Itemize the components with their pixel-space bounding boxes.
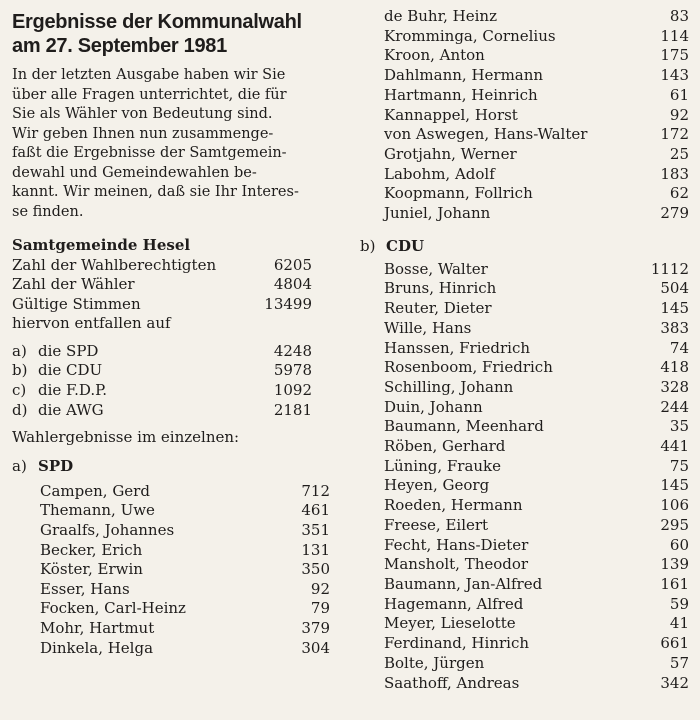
intro-line: kannt. Wir meinen, daß sie Ihr Interes- xyxy=(12,184,299,200)
candidate-row xyxy=(360,184,689,204)
candidate-row xyxy=(360,260,689,280)
party-total-row xyxy=(12,381,312,401)
candidate-votes: 61 xyxy=(669,85,689,104)
candidate-name: Duin, Johann xyxy=(384,397,483,416)
party-name: die CDU xyxy=(38,361,103,380)
candidate-votes: 92 xyxy=(310,579,330,598)
candidate-votes: 183 xyxy=(660,164,689,183)
stat-value: 13499 xyxy=(264,294,312,313)
candidate-votes: 145 xyxy=(660,299,689,318)
candidate-name: Baumann, Meenhard xyxy=(384,417,544,436)
intro-line: faßt die Ergebnisse der Samtgemein- xyxy=(12,145,287,161)
candidate-votes: 175 xyxy=(660,46,689,65)
candidate-name: Dahlmann, Hermann xyxy=(384,66,544,85)
party-total-row xyxy=(12,401,312,421)
party-letter: a) xyxy=(12,341,27,360)
party-total-value: 5978 xyxy=(273,361,312,380)
candidate-name: Ferdinand, Hinrich xyxy=(384,634,530,653)
candidate-row xyxy=(360,575,689,595)
candidate-votes: 350 xyxy=(301,560,330,579)
candidate-votes: 60 xyxy=(669,535,689,554)
candidate-votes: 295 xyxy=(660,515,689,534)
candidate-name: Esser, Hans xyxy=(40,579,130,598)
hiervon-text: hiervon entfallen auf xyxy=(12,314,171,333)
candidate-votes: 1112 xyxy=(650,259,689,278)
candidate-row xyxy=(360,358,689,378)
right-column xyxy=(360,0,695,693)
candidate-votes: 379 xyxy=(301,619,330,637)
spd-letter: a) xyxy=(12,456,27,475)
candidate-votes: 57 xyxy=(669,653,689,672)
candidate-votes: 441 xyxy=(660,437,689,456)
candidate-row xyxy=(360,279,689,299)
candidate-row xyxy=(360,417,689,437)
candidate-row xyxy=(360,106,689,126)
candidate-name: Köster, Erwin xyxy=(40,560,143,579)
cdu-name: CDU xyxy=(386,236,425,255)
candidate-row xyxy=(12,580,330,600)
candidate-name: Focken, Carl-Heinz xyxy=(40,599,186,618)
candidate-votes: 418 xyxy=(660,358,689,377)
stats-block xyxy=(12,256,342,334)
samtgemeinde-title: Samtgemeinde Hesel xyxy=(12,236,191,254)
intro-paragraph xyxy=(12,66,330,222)
spd-candidate-list-part1 xyxy=(12,482,342,658)
candidate-name: Bosse, Walter xyxy=(384,259,488,278)
candidate-votes: 79 xyxy=(310,599,330,618)
candidate-row xyxy=(360,536,689,556)
candidate-row xyxy=(360,27,689,47)
candidate-row xyxy=(360,299,689,319)
candidate-name: Dinkela, Helga xyxy=(40,638,154,657)
candidate-name: Hagemann, Alfred xyxy=(384,594,524,613)
candidate-votes: 383 xyxy=(660,318,689,337)
article-headline xyxy=(12,10,342,58)
party-name: die SPD xyxy=(38,341,99,360)
candidate-row xyxy=(360,437,689,457)
candidate-row xyxy=(12,639,330,659)
candidate-row xyxy=(360,378,689,398)
party-name: die F.D.P. xyxy=(38,381,107,400)
candidate-row xyxy=(360,125,689,145)
headline-line-2: am 27. September 1981 xyxy=(12,35,227,57)
candidate-row xyxy=(360,319,689,339)
candidate-votes: 139 xyxy=(660,555,689,574)
stat-row xyxy=(12,275,312,295)
candidate-row xyxy=(360,496,689,516)
candidate-name: Campen, Gerd xyxy=(40,481,150,500)
candidate-votes: 304 xyxy=(301,638,330,657)
stat-label: Gültige Stimmen xyxy=(12,294,141,313)
candidate-row xyxy=(12,599,330,619)
party-total-value: 2181 xyxy=(273,400,312,419)
intro-line: In der letzten Ausgabe haben wir Sie xyxy=(12,67,286,83)
party-total-value: 4248 xyxy=(273,341,312,360)
candidate-name: Mohr, Hartmut xyxy=(40,619,155,637)
candidate-votes: 106 xyxy=(660,496,689,515)
candidate-name: Kannappel, Horst xyxy=(384,105,518,124)
candidate-votes: 83 xyxy=(669,7,689,25)
spd-name: SPD xyxy=(38,456,74,475)
party-name: die AWG xyxy=(38,400,104,419)
candidate-name: Saathoff, Andreas xyxy=(384,673,520,692)
candidate-row xyxy=(12,541,330,561)
candidate-row xyxy=(12,560,330,580)
candidate-name: Freese, Eilert xyxy=(384,515,489,534)
cdu-candidate-list xyxy=(360,260,695,693)
candidate-name: Heyen, Georg xyxy=(384,476,490,495)
candidate-name: Kromminga, Cornelius xyxy=(384,26,556,45)
candidate-votes: 131 xyxy=(301,540,330,559)
party-total-row xyxy=(12,342,312,362)
candidate-name: Labohm, Adolf xyxy=(384,164,495,183)
candidate-name: Hanssen, Friedrich xyxy=(384,338,531,357)
candidate-row xyxy=(360,339,689,359)
candidate-name: Fecht, Hans-Dieter xyxy=(384,535,529,554)
candidate-votes: 244 xyxy=(660,397,689,416)
candidate-votes: 74 xyxy=(669,338,689,357)
candidate-name: Juniel, Johann xyxy=(384,204,491,223)
candidate-name: Grotjahn, Werner xyxy=(384,144,517,163)
intro-line: über alle Fragen unterrichtet, die für xyxy=(12,86,287,103)
candidate-row xyxy=(360,654,689,674)
einzel-heading: Wahlergebnisse im einzelnen: xyxy=(12,428,240,447)
candidate-votes: 172 xyxy=(660,125,689,144)
candidate-votes: 114 xyxy=(660,26,689,45)
candidate-votes: 145 xyxy=(660,476,689,495)
candidate-row xyxy=(360,66,689,86)
headline-line-1: Ergebnisse der Kommunalwahl xyxy=(12,11,302,33)
candidate-row xyxy=(360,674,689,694)
candidate-name: Meyer, Lieselotte xyxy=(384,614,516,633)
candidate-name: Reuter, Dieter xyxy=(384,299,492,318)
intro-line: Sie als Wähler von Bedeutung sind. xyxy=(12,106,273,122)
candidate-name: Graalfs, Johannes xyxy=(40,521,175,540)
candidate-votes: 342 xyxy=(660,673,689,692)
candidate-row xyxy=(360,457,689,477)
candidate-name: Kroon, Anton xyxy=(384,46,485,65)
stat-row xyxy=(12,256,312,276)
candidate-votes: 92 xyxy=(669,105,689,124)
candidate-name: Becker, Erich xyxy=(40,540,143,559)
candidate-votes: 41 xyxy=(669,614,689,633)
candidate-name: de Buhr, Heinz xyxy=(384,7,497,25)
candidate-row xyxy=(360,634,689,654)
candidate-votes: 59 xyxy=(669,594,689,613)
intro-line: se finden. xyxy=(12,203,84,220)
candidate-name: Lüning, Frauke xyxy=(384,456,502,475)
candidate-name: Hartmann, Heinrich xyxy=(384,85,538,104)
candidate-votes: 351 xyxy=(301,521,330,540)
candidate-votes: 161 xyxy=(660,574,689,593)
party-total-row xyxy=(12,361,312,381)
candidate-row xyxy=(360,614,689,634)
stat-value: 4804 xyxy=(273,275,312,294)
party-total-value: 1092 xyxy=(273,381,312,400)
candidate-votes: 25 xyxy=(669,144,689,163)
candidate-name: Rosenboom, Friedrich xyxy=(384,358,553,377)
party-letter: d) xyxy=(12,400,28,419)
candidate-name: Wille, Hans xyxy=(384,318,472,337)
candidate-votes: 504 xyxy=(660,279,689,298)
candidate-votes: 35 xyxy=(669,417,689,436)
candidate-row xyxy=(360,46,689,66)
candidate-votes: 279 xyxy=(660,204,689,223)
stat-row xyxy=(12,295,312,315)
candidate-row xyxy=(12,619,330,639)
candidate-row xyxy=(12,521,330,541)
candidate-votes: 661 xyxy=(660,634,689,653)
candidate-votes: 712 xyxy=(301,481,330,500)
candidate-row xyxy=(360,476,689,496)
candidate-name: von Aswegen, Hans-Walter xyxy=(384,125,588,144)
candidate-row xyxy=(360,86,689,106)
candidate-row xyxy=(360,595,689,615)
left-column xyxy=(12,0,342,658)
candidate-name: Mansholt, Theodor xyxy=(384,555,529,574)
candidate-votes: 328 xyxy=(660,377,689,396)
candidate-name: Themann, Uwe xyxy=(40,501,155,520)
candidate-votes: 143 xyxy=(660,66,689,85)
stat-value: 6205 xyxy=(273,255,312,274)
spd-candidate-list-part2 xyxy=(360,7,695,224)
candidate-name: Baumann, Jan-Alfred xyxy=(384,574,543,593)
candidate-row xyxy=(360,145,689,165)
candidate-row xyxy=(360,398,689,418)
candidate-row xyxy=(360,7,689,27)
candidate-row xyxy=(12,501,330,521)
candidate-votes: 461 xyxy=(301,501,330,520)
party-totals xyxy=(12,342,342,420)
candidate-votes: 62 xyxy=(669,184,689,203)
candidate-row xyxy=(12,482,330,502)
candidate-row xyxy=(360,165,689,185)
candidate-row xyxy=(360,516,689,536)
stat-label: Zahl der Wähler xyxy=(12,275,135,294)
candidate-name: Schilling, Johann xyxy=(384,377,514,396)
party-letter: c) xyxy=(12,381,27,400)
cdu-heading xyxy=(360,236,695,256)
candidate-row xyxy=(360,555,689,575)
candidate-name: Koopmann, Follrich xyxy=(384,184,533,203)
stat-label: Zahl der Wahlberechtigten xyxy=(12,255,217,274)
cdu-letter: b) xyxy=(360,236,376,255)
spd-heading xyxy=(12,456,342,476)
intro-line: Wir geben Ihnen nun zusammenge- xyxy=(12,125,274,142)
intro-line: dewahl und Gemeindewahlen be- xyxy=(12,164,257,181)
candidate-name: Bruns, Hinrich xyxy=(384,279,497,298)
candidate-row xyxy=(360,204,689,224)
candidate-votes: 75 xyxy=(669,456,689,475)
candidate-name: Röben, Gerhard xyxy=(384,437,506,456)
candidate-name: Roeden, Hermann xyxy=(384,496,523,515)
candidate-name: Bolte, Jürgen xyxy=(384,653,485,672)
party-letter: b) xyxy=(12,361,28,380)
